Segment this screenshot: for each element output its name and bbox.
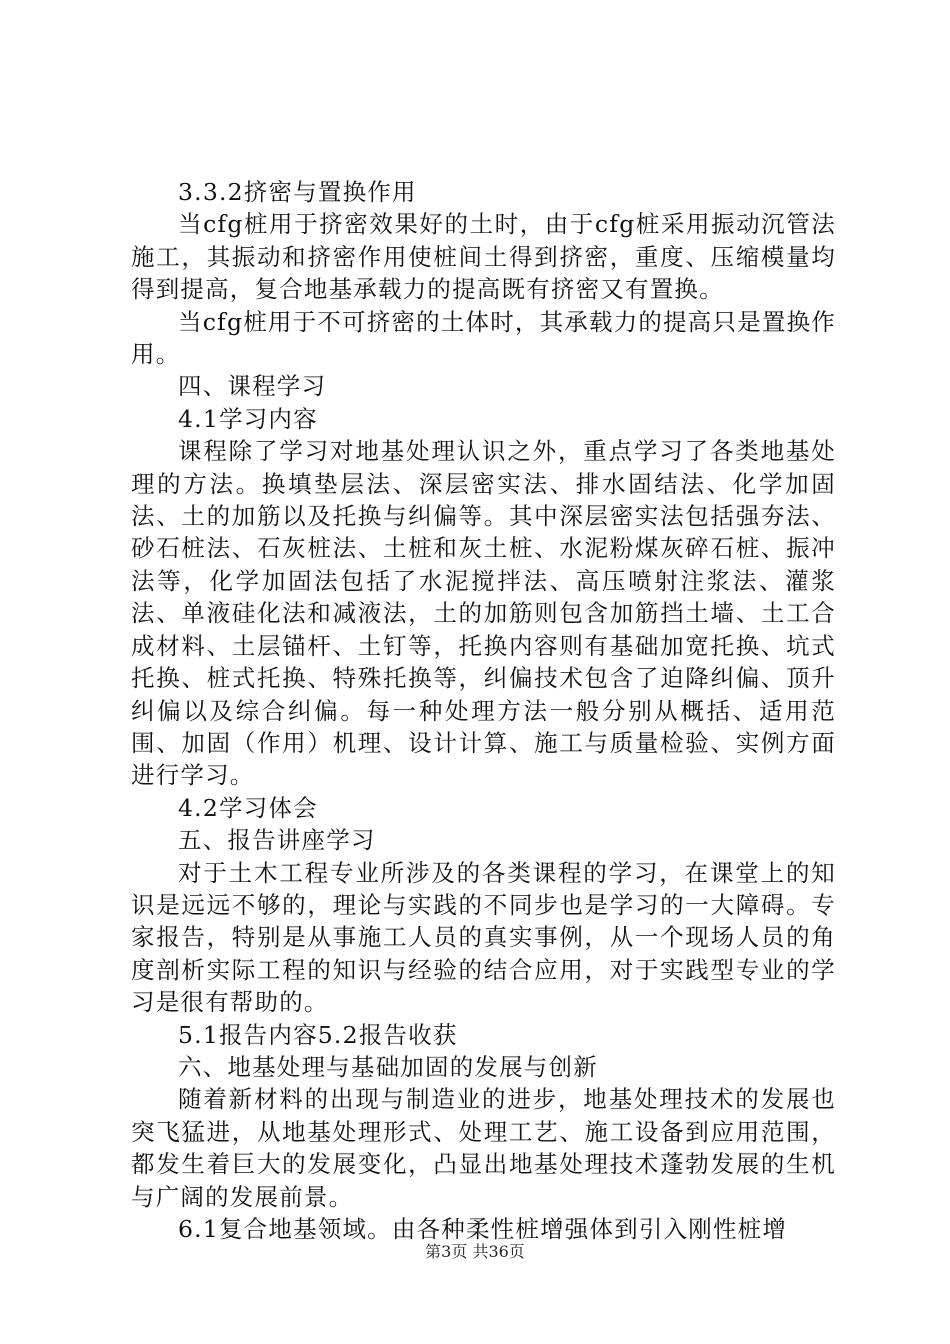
page-number: 第3页 共36页 — [425, 1242, 525, 1261]
section-heading-3-3-2: 3.3.2挤密与置换作用 — [178, 178, 417, 206]
paragraph: 当cfg桩用于挤密效果好的土时，由于cfg桩采用振动沉管法施工，其振动和挤密作用使桩间土得到挤密，重度、压缩模量均得到提高，复合地基承载力的提高既有挤密又有置换。 — [131, 210, 836, 304]
paragraph: 随着新材料的出现与制造业的进步，地基处理技术的发展也突飞猛进，从地基处理形式、处理工艺、施工设备到应用范围，都发生着巨大的发展变化，凸显出地基处理技术蓬勃发展的生机与广阔的发展前景。 — [131, 1085, 836, 1211]
paragraph: 对于土木工程专业所涉及的各类课程的学习，在课堂上的知识是远远不够的，理论与实践的不同步也是学习的一大障碍。专家报告，特别是从事施工人员的真实事例，从一个现场人员的角度剖析实际工程的知识与经验的结合应用，对于实践型专业的学习是很有帮助的。 — [131, 858, 836, 1017]
section-heading-5: 五、报告讲座学习 — [178, 826, 376, 855]
paragraph: 6.1复合地基领域。由各种柔性桩增强体到引入刚性桩增 — [178, 1215, 788, 1243]
section-heading-5-1: 5.1报告内容5.2报告收获 — [178, 1020, 458, 1049]
section-heading-4-2: 4.2学习体会 — [178, 793, 318, 822]
document-body — [131, 176, 836, 1245]
section-heading-4: 四、课程学习 — [178, 372, 327, 401]
paragraph: 当cfg桩用于不可挤密的土体时，其承载力的提高只是置换作用。 — [131, 307, 837, 369]
paragraph: 课程除了学习对地基处理认识之外，重点学习了各类地基处理的方法。换填垫层法、深层密实法、排水固结法、化学加固法、土的加筋以及托换与纠偏等。其中深层密实法包括强夯法、砂石桩法、石灰桩法、土桩和灰土桩、水泥粉煤灰碎石桩、振冲法等，化学加固法包括了水泥搅拌法、高压喷射注浆法、灌浆法、单液硅化法和减液法，土的加筋则包含加筋挡土墙、土工合成材料、土层锚杆、土钉等，托换内容则有基础加宽托换、坑式托换、桩式托换、特殊托换等，纠偏技术包含了迫降纠偏、顶升纠偏以及综合纠偏。每一种处理方法一般分别从概括、适用范围、加固（作用）机理、设计计算、施工与质量检验、实例方面进行学习。 — [131, 437, 836, 790]
section-heading-4-1: 4.1学习内容 — [178, 404, 318, 433]
page-footer — [0, 1240, 950, 1264]
section-heading-6: 六、地基处理与基础加固的发展与创新 — [178, 1052, 598, 1081]
